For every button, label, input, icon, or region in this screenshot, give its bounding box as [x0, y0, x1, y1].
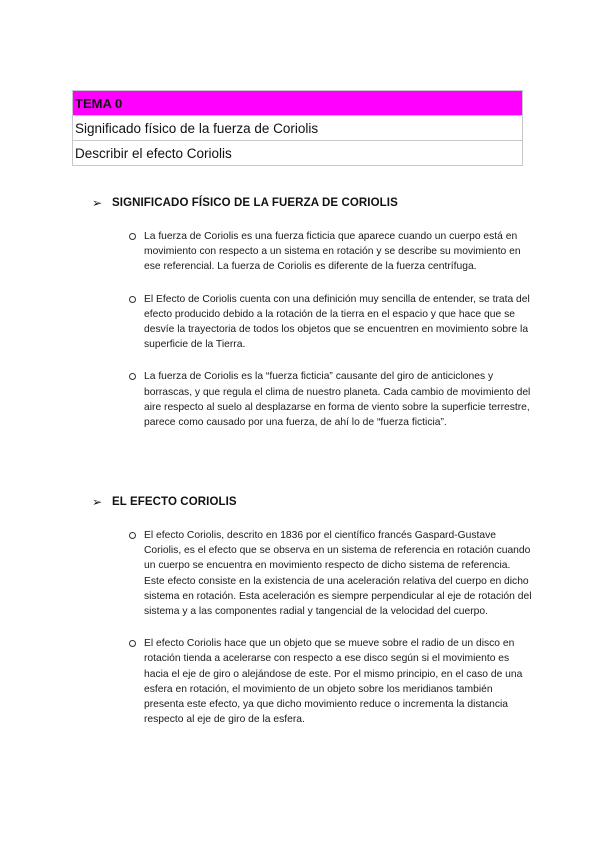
bullet-list	[92, 229, 532, 430]
list-item	[92, 229, 532, 275]
section-heading	[92, 195, 532, 211]
list-item-text: El efecto Coriolis, descrito en 1836 por el científico francés Gaspard-Gustave Coriolis, es el efecto que se observa en un sistema de referencia en rotación cuando un cuerpo se encuentra en movimiento respecto de dicho sistema de referencia. Este efecto consiste en la existencia de una aceleración relativa del cuerpo en dicho sistema en rotación. Esta aceleración es siempre perpendicular al eje de rotación del sistema y a las componentes radial y tangencial de la velocidad del cuerpo.	[144, 530, 532, 618]
topic-title-row	[73, 91, 523, 116]
circle-bullet-icon	[129, 233, 136, 240]
topic-row	[73, 116, 523, 141]
bullet-list	[92, 528, 532, 727]
section-heading-text: EL EFECTO CORIOLIS	[112, 496, 237, 508]
topic-objective-cell: Describir el efecto Coriolis	[73, 141, 523, 166]
section-efecto-coriolis	[92, 494, 532, 727]
list-item-text: La fuerza de Coriolis es una fuerza ficticia que aparece cuando un cuerpo está en movimiento con respecto a un sistema en rotación y se describe su movimiento en ese referencial. La fuerza de Coriolis es diferente de la fuerza centrífuga.	[144, 231, 521, 273]
list-item	[92, 528, 532, 619]
list-item	[92, 369, 532, 430]
circle-bullet-icon	[129, 373, 136, 380]
arrow-bullet-icon: ➢	[92, 495, 103, 509]
section-heading-text: SIGNIFICADO FÍSICO DE LA FUERZA DE CORIOLIS	[112, 197, 398, 209]
list-item-text: La fuerza de Coriolis es la “fuerza ficticia” causante del giro de anticiclones y borrascas, y que regula el clima de nuestro planeta. Cada cambio de movimiento del aire respecto al suelo al desplazarse en forma de viento sobre la superficie terrestre, parece como causado por una fuerza, de ahí lo de “fuerza ficticia”.	[144, 371, 531, 429]
topic-title-cell: TEMA 0	[73, 91, 523, 116]
topic-subtitle-cell: Significado físico de la fuerza de Coriolis	[73, 116, 523, 141]
section-heading	[92, 494, 532, 510]
circle-bullet-icon	[129, 532, 136, 539]
arrow-bullet-icon: ➢	[92, 196, 103, 210]
section-significado	[92, 195, 532, 430]
circle-bullet-icon	[129, 640, 136, 647]
circle-bullet-icon	[129, 296, 136, 303]
topic-header-table	[72, 90, 523, 166]
list-item	[92, 636, 532, 727]
list-item	[92, 292, 532, 353]
list-item-text: El Efecto de Coriolis cuenta con una definición muy sencilla de entender, se trata del efecto producido debido a la rotación de la tierra en el espacio y que hace que se desvíe la trayectoria de todos los objetos que se encuentren en movimiento sobre la superficie de la Tierra.	[144, 293, 530, 351]
topic-row	[73, 141, 523, 166]
list-item-text: El efecto Coriolis hace que un objeto que se mueve sobre el radio de un disco en rotación tienda a acelerarse con respecto a ese disco según si el movimiento es hacia el eje de giro o alejándose de este. Por el mismo principio, en el caso de una esfera en rotación, el movimiento de un objeto sobre los meridianos también presenta este efecto, ya que dicho movimiento reduce o incrementa la distancia respecto al eje de giro de la esfera.	[144, 638, 523, 726]
